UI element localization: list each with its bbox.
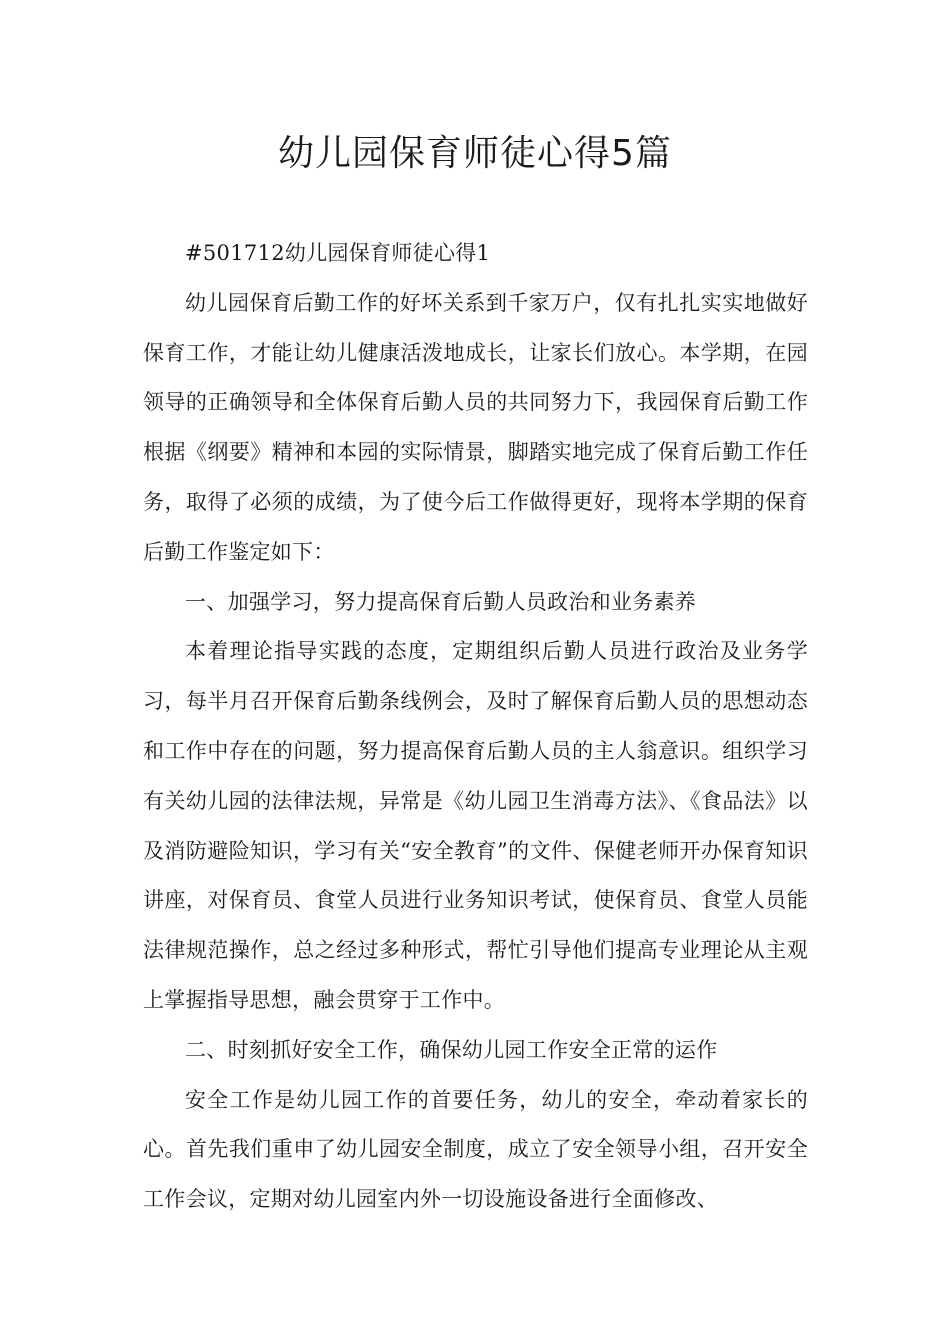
- paragraph-section-1: 本着理论指导实践的态度，定期组织后勤人员进行政治及业务学习，每半月召开保育后勤条线例会，及时了解保育后勤人员的思想动态和工作中存在的问题，努力提高保育后勤人员的主人翁意识。组织学习有关幼儿园的法律法规，异常是《幼儿园卫生消毒方法》、《食品法》以及消防避险知识，学习有关“安全教育”的文件、保健老师开办保育知识讲座，对保育员、食堂人员进行业务知识考试，使保育员、食堂人员能法律规范操作，总之经过多种形式，帮忙引导他们提高专业理论从主观上掌握指导思想，融会贯穿于工作中。: [143, 639, 808, 1012]
- section-heading-1: 一、加强学习，努力提高保育后勤人员政治和业务素养: [185, 589, 697, 614]
- paragraph-section-2: 安全工作是幼儿园工作的首要任务，幼儿的安全，牵动着家长的心。首先我们重申了幼儿园安全制度，成立了安全领导小组，召开安全工作会议，定期对幼儿园室内外一切设施设备进行全面修改、: [143, 1087, 808, 1212]
- paragraph-intro: 幼儿园保育后勤工作的好坏关系到千家万户，仅有扎扎实实地做好保育工作，才能让幼儿健康活泼地成长，让家长们放心。本学期，在园领导的正确领导和全体保育后勤人员的共同努力下，我园保育后勤工作根据《纲要》精神和本园的实际情景，脚踏实地完成了保育后勤工作任务，取得了必须的成绩，为了使今后工作做得更好，现将本学期的保育后勤工作鉴定如下：: [143, 290, 808, 564]
- document-body: [143, 229, 808, 1225]
- document-subtitle: #501712幼儿园保育师徒心得1: [185, 241, 491, 265]
- section-heading-2: 二、时刻抓好安全工作，确保幼儿园工作安全正常的运作: [185, 1037, 718, 1062]
- document-title: 幼儿园保育师徒心得5篇: [278, 133, 672, 174]
